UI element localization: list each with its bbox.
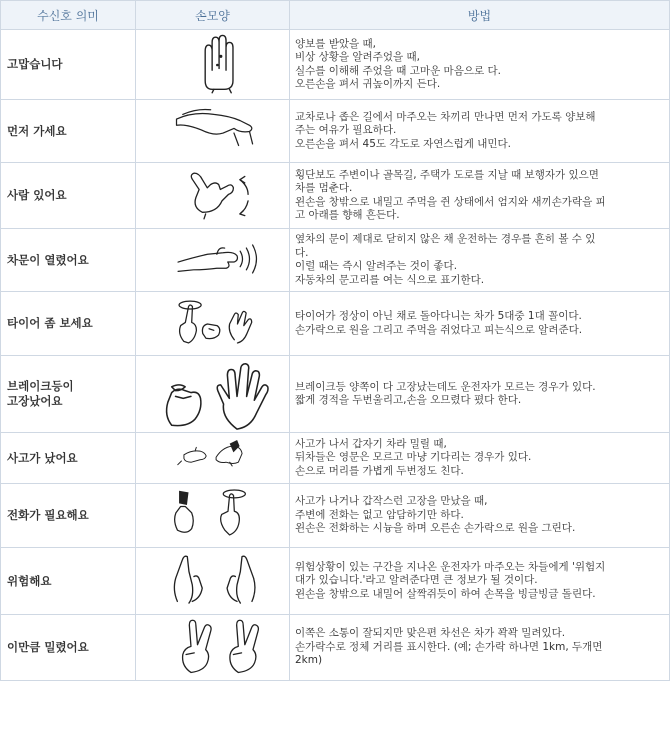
table-row (1, 615, 670, 681)
signal-meaning-text: 브레이크등이 (7, 379, 74, 393)
hand-shape-cell (136, 163, 290, 229)
signal-meaning-text: 고장났어요 (7, 394, 63, 408)
signal-method (290, 163, 670, 229)
table-row (1, 163, 670, 229)
signal-meaning (1, 484, 136, 548)
raised-open-palm-icon (148, 32, 278, 98)
method-line: 손가락수로 정체 거리를 표시한다. (예; 손가락 하나면 1km, 두개면 (295, 640, 603, 653)
signal-meaning (1, 100, 136, 163)
hand-shape-cell (136, 229, 290, 292)
hand-shape-cell (136, 433, 290, 484)
method-line: 짧게 경적을 두번울리고,손을 오므렸다 폈다 한다. (295, 394, 522, 406)
signal-method (290, 548, 670, 615)
signal-meaning-text: 타이어 좀 보세요 (7, 316, 93, 330)
signal-meaning (1, 163, 136, 229)
signal-method (290, 229, 670, 292)
signal-meaning-text: 이만큼 밀렸어요 (7, 640, 89, 654)
table-row (1, 292, 670, 356)
table-row (1, 484, 670, 548)
signal-method (290, 30, 670, 100)
method-line: 왼손을 창밖으로 내밀어 살짝쥐듯이 하여 손목을 빙글빙글 돌린다. (295, 587, 596, 600)
signal-method (290, 356, 670, 433)
palm-forward-wave-icon (148, 102, 278, 161)
signal-method (290, 433, 670, 484)
method-line: 횡단보도 주변이나 골목길, 주택가 도로를 지날 때 보행자가 있으면 (295, 168, 599, 181)
method-line: 대가 있습니다.'라고 알려준다면 큰 정보가 될 것이다. (295, 574, 538, 587)
signal-meaning (1, 548, 136, 615)
method-line: 왼손을 창밖으로 내밀고 주먹을 쥔 상태에서 엄지와 새끼손가락을 피 (295, 195, 606, 208)
method-line: 이럴 때는 즉시 알려주는 것이 좋다. (295, 260, 458, 272)
signal-meaning-text: 차문이 열렸어요 (7, 252, 89, 267)
table-row (1, 100, 670, 163)
hand-shape-cell (136, 484, 290, 548)
signal-meaning-text: 먼저 가세요 (7, 123, 67, 138)
finger-count-icon (148, 617, 278, 679)
signal-meaning (1, 433, 136, 484)
method-line: 주는 여유가 필요하다. (295, 124, 397, 137)
method-line: 2km) (295, 654, 323, 667)
method-line: 오른손을 펴서 귀높이까지 든다. (295, 78, 441, 90)
thumb-pinky-shake-icon (148, 165, 278, 227)
table-row (1, 229, 670, 292)
method-line: 오른손을 펴서 45도 각도로 자연스럽게 내민다. (295, 137, 511, 150)
method-line: 브레이크등 양쪽이 다 고장났는데도 운전자가 모르는 경우가 있다. (295, 380, 596, 393)
signal-meaning-text: 사람 있어요 (7, 188, 67, 202)
method-line: 다. (295, 246, 309, 259)
method-line: 고 아래를 향해 흔든다. (295, 209, 400, 221)
signal-meaning (1, 292, 136, 356)
hand-shape-cell (136, 548, 290, 615)
signal-meaning (1, 356, 136, 433)
signal-meaning (1, 30, 136, 100)
method-line: 왼손은 전화하는 시늉을 하며 오른손 손가락으로 원을 그린다. (295, 522, 576, 535)
hand-shape-cell (136, 615, 290, 681)
hand-shape-cell (136, 30, 290, 100)
signal-meaning (1, 229, 136, 292)
table-header-row (1, 1, 670, 30)
signal-method (290, 615, 670, 681)
finger-circle-icon (148, 294, 278, 354)
method-line: 타이어가 정상이 아닌 채로 돌아다니는 차가 5대중 1대 꼴이다. (295, 310, 582, 322)
signal-meaning-text: 고맙습니다 (7, 57, 63, 71)
method-line: 이쪽은 소통이 잘되지만 맞은편 차선은 차가 꽉꽉 밀려있다. (295, 627, 566, 640)
method-line: 차를 멈춘다. (295, 182, 353, 194)
method-line: 위험상황이 있는 구간을 지나온 운전자가 마주오는 차들에게 '위험지 (295, 560, 606, 573)
header-method: 방법 (290, 1, 670, 30)
method-line: 주변에 전화는 없고 암담하기만 하다. (295, 508, 464, 521)
signal-meaning (1, 615, 136, 681)
hand-shape-cell (136, 356, 290, 433)
table-row (1, 548, 670, 615)
table-row (1, 356, 670, 433)
method-line: 손으로 머리를 가볍게 두번정도 친다. (295, 464, 464, 477)
method-line: 비상 상황을 알려주었을 때, (295, 51, 420, 63)
method-line: 실수를 이해해 주었을 때 고마운 마음으로 다. (295, 64, 501, 77)
method-line: 사고가 나서 갑자기 차라 밀릴 때, (295, 437, 447, 450)
method-line: 교차로나 좁은 길에서 마주오는 차끼리 만나면 먼저 가도록 양보해 (295, 110, 596, 123)
fist-to-open-hand-icon (148, 358, 278, 431)
signal-method (290, 100, 670, 163)
method-line: 사고가 나거나 갑작스런 고장을 만났을 때, (295, 495, 488, 508)
method-line: 옆차의 문이 제대로 닫히지 않은 채 운전하는 경우를 흔히 볼 수 있 (295, 233, 596, 245)
header-meaning: 수신호 의미 (1, 1, 136, 30)
header-hand-shape: 손모양 (136, 1, 290, 30)
method-line: 뒤차들은 영문은 모르고 마냥 기다리는 경우가 있다. (295, 451, 532, 464)
hand-shape-cell (136, 100, 290, 163)
method-line: 양보를 받았을 때, (295, 37, 377, 50)
open-close-hand-icon (148, 231, 278, 290)
signal-method (290, 292, 670, 356)
hand-shape-cell (136, 292, 290, 356)
signal-meaning-text: 위험해요 (7, 573, 52, 588)
signal-meaning-text: 사고가 났어요 (7, 450, 78, 465)
phone-and-circle-icon (148, 486, 278, 546)
table-row (1, 30, 670, 100)
method-line: 손가락으로 원을 그리고 주먹을 쥐었다고 피는식으로 알려준다. (295, 323, 583, 336)
head-tap-icon (148, 435, 278, 482)
signal-method (290, 484, 670, 548)
signal-meaning-text: 전화가 필요해요 (7, 508, 89, 522)
wrist-rotate-icon (148, 550, 278, 613)
method-line: 자동차의 문고리를 여는 식으로 표기한다. (295, 273, 485, 286)
table-row (1, 433, 670, 484)
